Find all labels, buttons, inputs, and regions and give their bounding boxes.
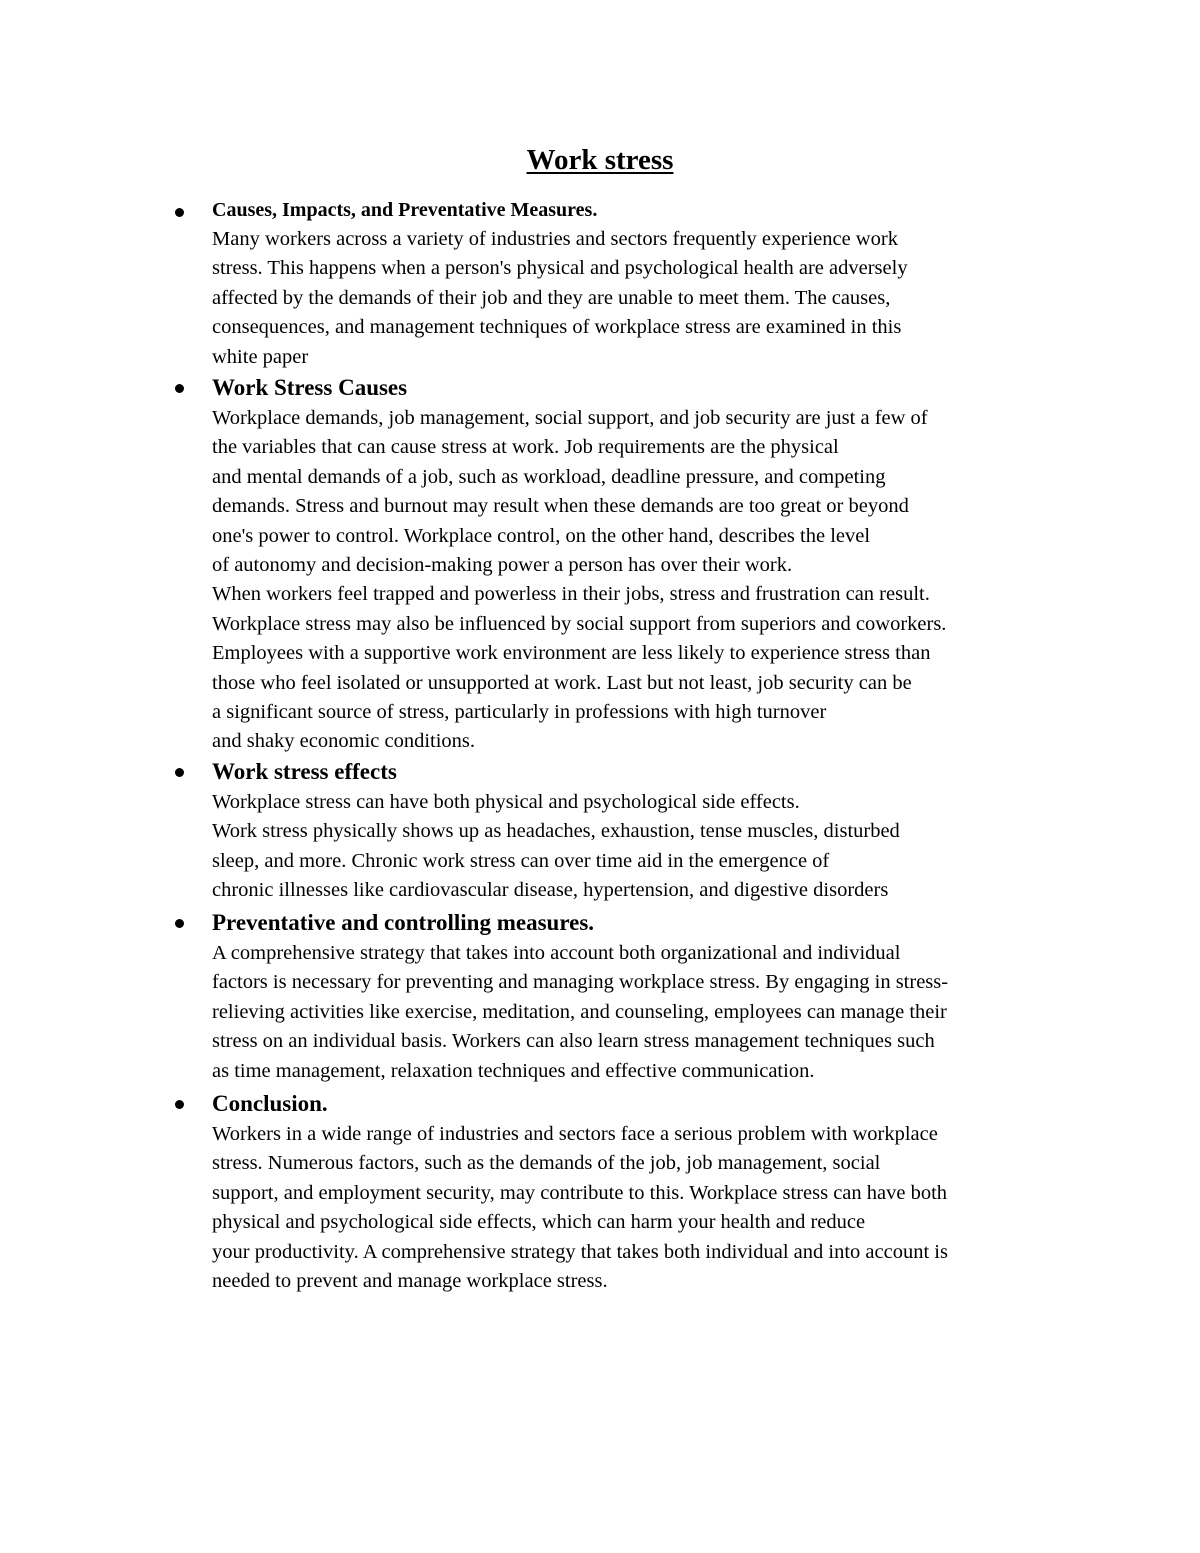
section-work-stress-causes xyxy=(212,372,1072,757)
body-line: consequences, and management techniques of workplace stress are examined in this xyxy=(212,316,902,339)
bullet-icon xyxy=(175,208,184,217)
body-line: Workplace stress can have both physical and psychological side effects. xyxy=(212,791,800,813)
document-title: Work stress xyxy=(526,144,674,176)
section-preventative-measures xyxy=(212,907,1072,1086)
body-line: Workers in a wide range of industries and sectors face a serious problem with workplace xyxy=(212,1123,938,1145)
body-line: A comprehensive strategy that takes into account both organizational and individual xyxy=(212,942,901,964)
body-line: one's power to control. Workplace control, on the other hand, describes the level xyxy=(212,524,871,547)
body-line: as time management, relaxation techniques and effective communication. xyxy=(212,1059,815,1082)
body-line: and mental demands of a job, such as workload, deadline pressure, and competing xyxy=(212,465,886,488)
section-heading: Work stress effects xyxy=(212,759,397,784)
body-line: support, and employment security, may contribute to this. Workplace stress can have both xyxy=(212,1181,948,1204)
body-line: Workplace demands, job management, social support, and job security are just a few of xyxy=(212,407,928,429)
body-line: stress. This happens when a person's physical and psychological health are adversely xyxy=(212,257,908,280)
body-line: stress. Numerous factors, such as the demands of the job, job management, social xyxy=(212,1152,881,1175)
section-body xyxy=(212,788,1072,906)
body-line: your productivity. A comprehensive strategy that takes both individual and into account is xyxy=(212,1240,948,1263)
body-line: chronic illnesses like cardiovascular disease, hypertension, and digestive disorders xyxy=(212,879,889,902)
body-line: relieving activities like exercise, meditation, and counseling, employees can manage their xyxy=(212,1000,947,1023)
body-line: sleep, and more. Chronic work stress can over time aid in the emergence of xyxy=(212,849,830,872)
section-body xyxy=(212,939,1072,1086)
body-line: the variables that can cause stress at work. Job requirements are the physical xyxy=(212,436,839,459)
body-line: stress on an individual basis. Workers can also learn stress management techniques such xyxy=(212,1030,935,1053)
section-heading: Conclusion. xyxy=(212,1091,328,1116)
body-line: Many workers across a variety of industries and sectors frequently experience work xyxy=(212,228,898,250)
body-line: Work stress physically shows up as headaches, exhaustion, tense muscles, disturbed xyxy=(212,820,900,843)
section-body xyxy=(212,404,1072,757)
body-line: those who feel isolated or unsupported at work. Last but not least, job security can be xyxy=(212,671,912,694)
body-line: a significant source of stress, particularly in professions with high turnover xyxy=(212,701,827,724)
body-line: When workers feel trapped and powerless in their jobs, stress and frustration can result. xyxy=(212,583,930,606)
section-conclusion xyxy=(212,1088,1072,1296)
body-line: white paper xyxy=(212,345,309,368)
body-line: factors is necessary for preventing and managing workplace stress. By engaging in stress- xyxy=(212,971,949,994)
body-line: affected by the demands of their job and they are unable to meet them. The causes, xyxy=(212,286,891,309)
bullet-icon xyxy=(175,768,184,777)
bullet-icon xyxy=(175,384,184,393)
section-heading: Work Stress Causes xyxy=(212,375,408,400)
bullet-icon xyxy=(175,919,184,928)
body-line: physical and psychological side effects, which can harm your health and reduce xyxy=(212,1211,866,1234)
body-line: demands. Stress and burnout may result when these demands are too great or beyond xyxy=(212,495,909,518)
bullet-icon xyxy=(175,1100,184,1109)
body-line: needed to prevent and manage workplace stress. xyxy=(212,1270,608,1293)
body-line: and shaky economic conditions. xyxy=(212,730,476,753)
body-line: Workplace stress may also be influenced by social support from superiors and coworkers. xyxy=(212,612,947,635)
body-line: of autonomy and decision-making power a person has over their work. xyxy=(212,554,793,577)
body-line: Employees with a supportive work environment are less likely to experience stress than xyxy=(212,642,931,665)
section-heading: Preventative and controlling measures. xyxy=(212,910,595,935)
section-heading: Causes, Impacts, and Preventative Measures. xyxy=(212,199,598,221)
section-causes-impacts xyxy=(212,196,1072,372)
section-body xyxy=(212,225,1072,372)
section-body xyxy=(212,1120,1072,1296)
section-work-stress-effects xyxy=(212,756,1072,906)
